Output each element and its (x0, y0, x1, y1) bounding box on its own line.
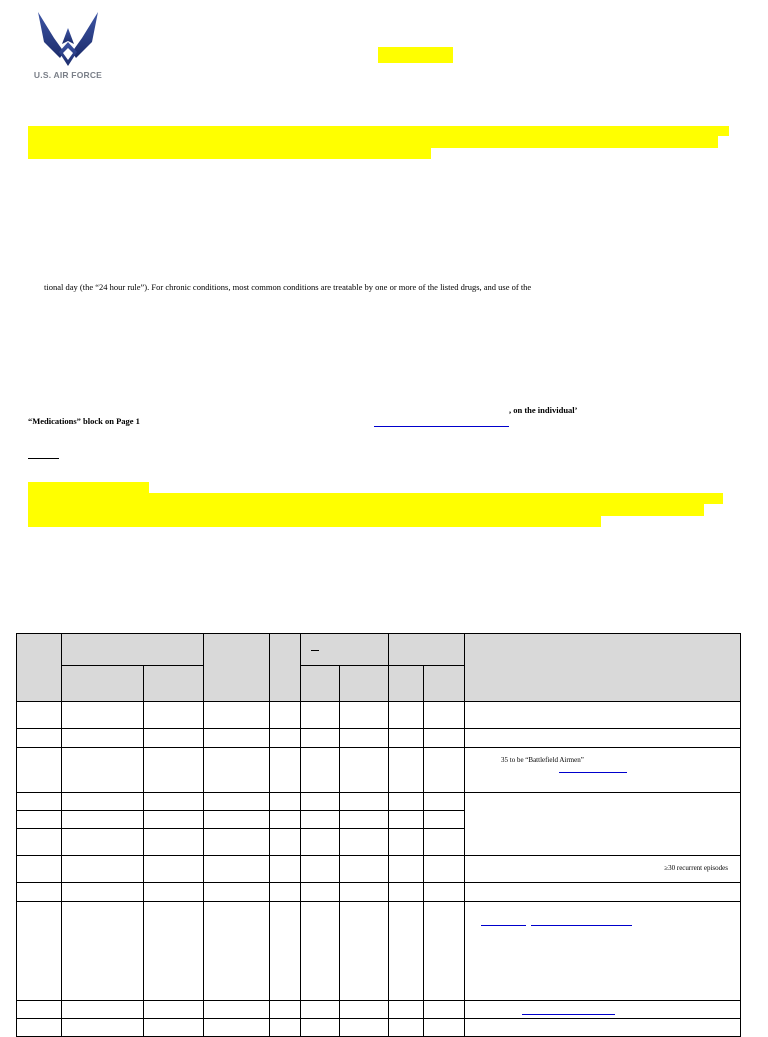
link-underline[interactable] (374, 426, 509, 427)
table-row (17, 883, 741, 902)
table-row (17, 702, 741, 729)
header-cell (424, 666, 465, 702)
table-row (17, 748, 741, 793)
highlight-line-6 (28, 504, 704, 516)
highlight-line-5 (28, 493, 723, 504)
air-force-wings-icon (24, 8, 112, 70)
remarks-cell (465, 856, 741, 883)
table-row (17, 729, 741, 748)
medications-table (16, 633, 741, 1037)
remark-link[interactable] (531, 925, 632, 926)
bold-fragment-left: “Medications” block on Page 1 (28, 416, 140, 426)
header-cell (301, 634, 389, 666)
remark-link[interactable] (559, 772, 627, 773)
remarks-cell (465, 902, 741, 1001)
remarks-cell (465, 1001, 741, 1019)
underline-mark (28, 458, 59, 459)
title-highlight (378, 47, 453, 63)
remark-link[interactable] (522, 1014, 615, 1015)
remark-battlefield: 35 to be “Battlefield Airmen” (501, 756, 584, 764)
header-cell (144, 666, 204, 702)
header-cell (204, 634, 270, 702)
bold-fragment-right: , on the individual’ (509, 405, 578, 415)
air-force-logo (24, 8, 112, 82)
remarks-cell (465, 748, 741, 793)
table-header-row (17, 634, 741, 666)
table-row (17, 1019, 741, 1037)
header-cell (340, 666, 389, 702)
table-row (17, 856, 741, 883)
highlight-line-2 (28, 136, 718, 148)
header-cell (270, 634, 301, 702)
table-row (17, 1001, 741, 1019)
table-row (17, 793, 741, 811)
paragraph-line: tional day (the “24 hour rule”). For chronic conditions, most common conditions are treatable by one or more of the listed drugs, and use of the (44, 282, 532, 292)
header-cell (62, 666, 144, 702)
table-row (17, 902, 741, 1001)
header-cell (389, 666, 424, 702)
remark-link[interactable] (481, 925, 526, 926)
header-cell (301, 666, 340, 702)
highlight-line-4 (28, 482, 149, 493)
highlight-line-3 (28, 148, 431, 159)
header-cell (389, 634, 465, 666)
header-cell (62, 634, 204, 666)
highlight-line-7 (28, 516, 601, 527)
header-cell (465, 634, 741, 702)
remarks-cell (465, 793, 741, 856)
header-cell (17, 634, 62, 702)
logo-caption: U.S. AIR FORCE (33, 70, 103, 80)
highlight-line-1 (28, 126, 729, 136)
remark-recurrent: ≥30 recurrent episodes (664, 864, 728, 872)
